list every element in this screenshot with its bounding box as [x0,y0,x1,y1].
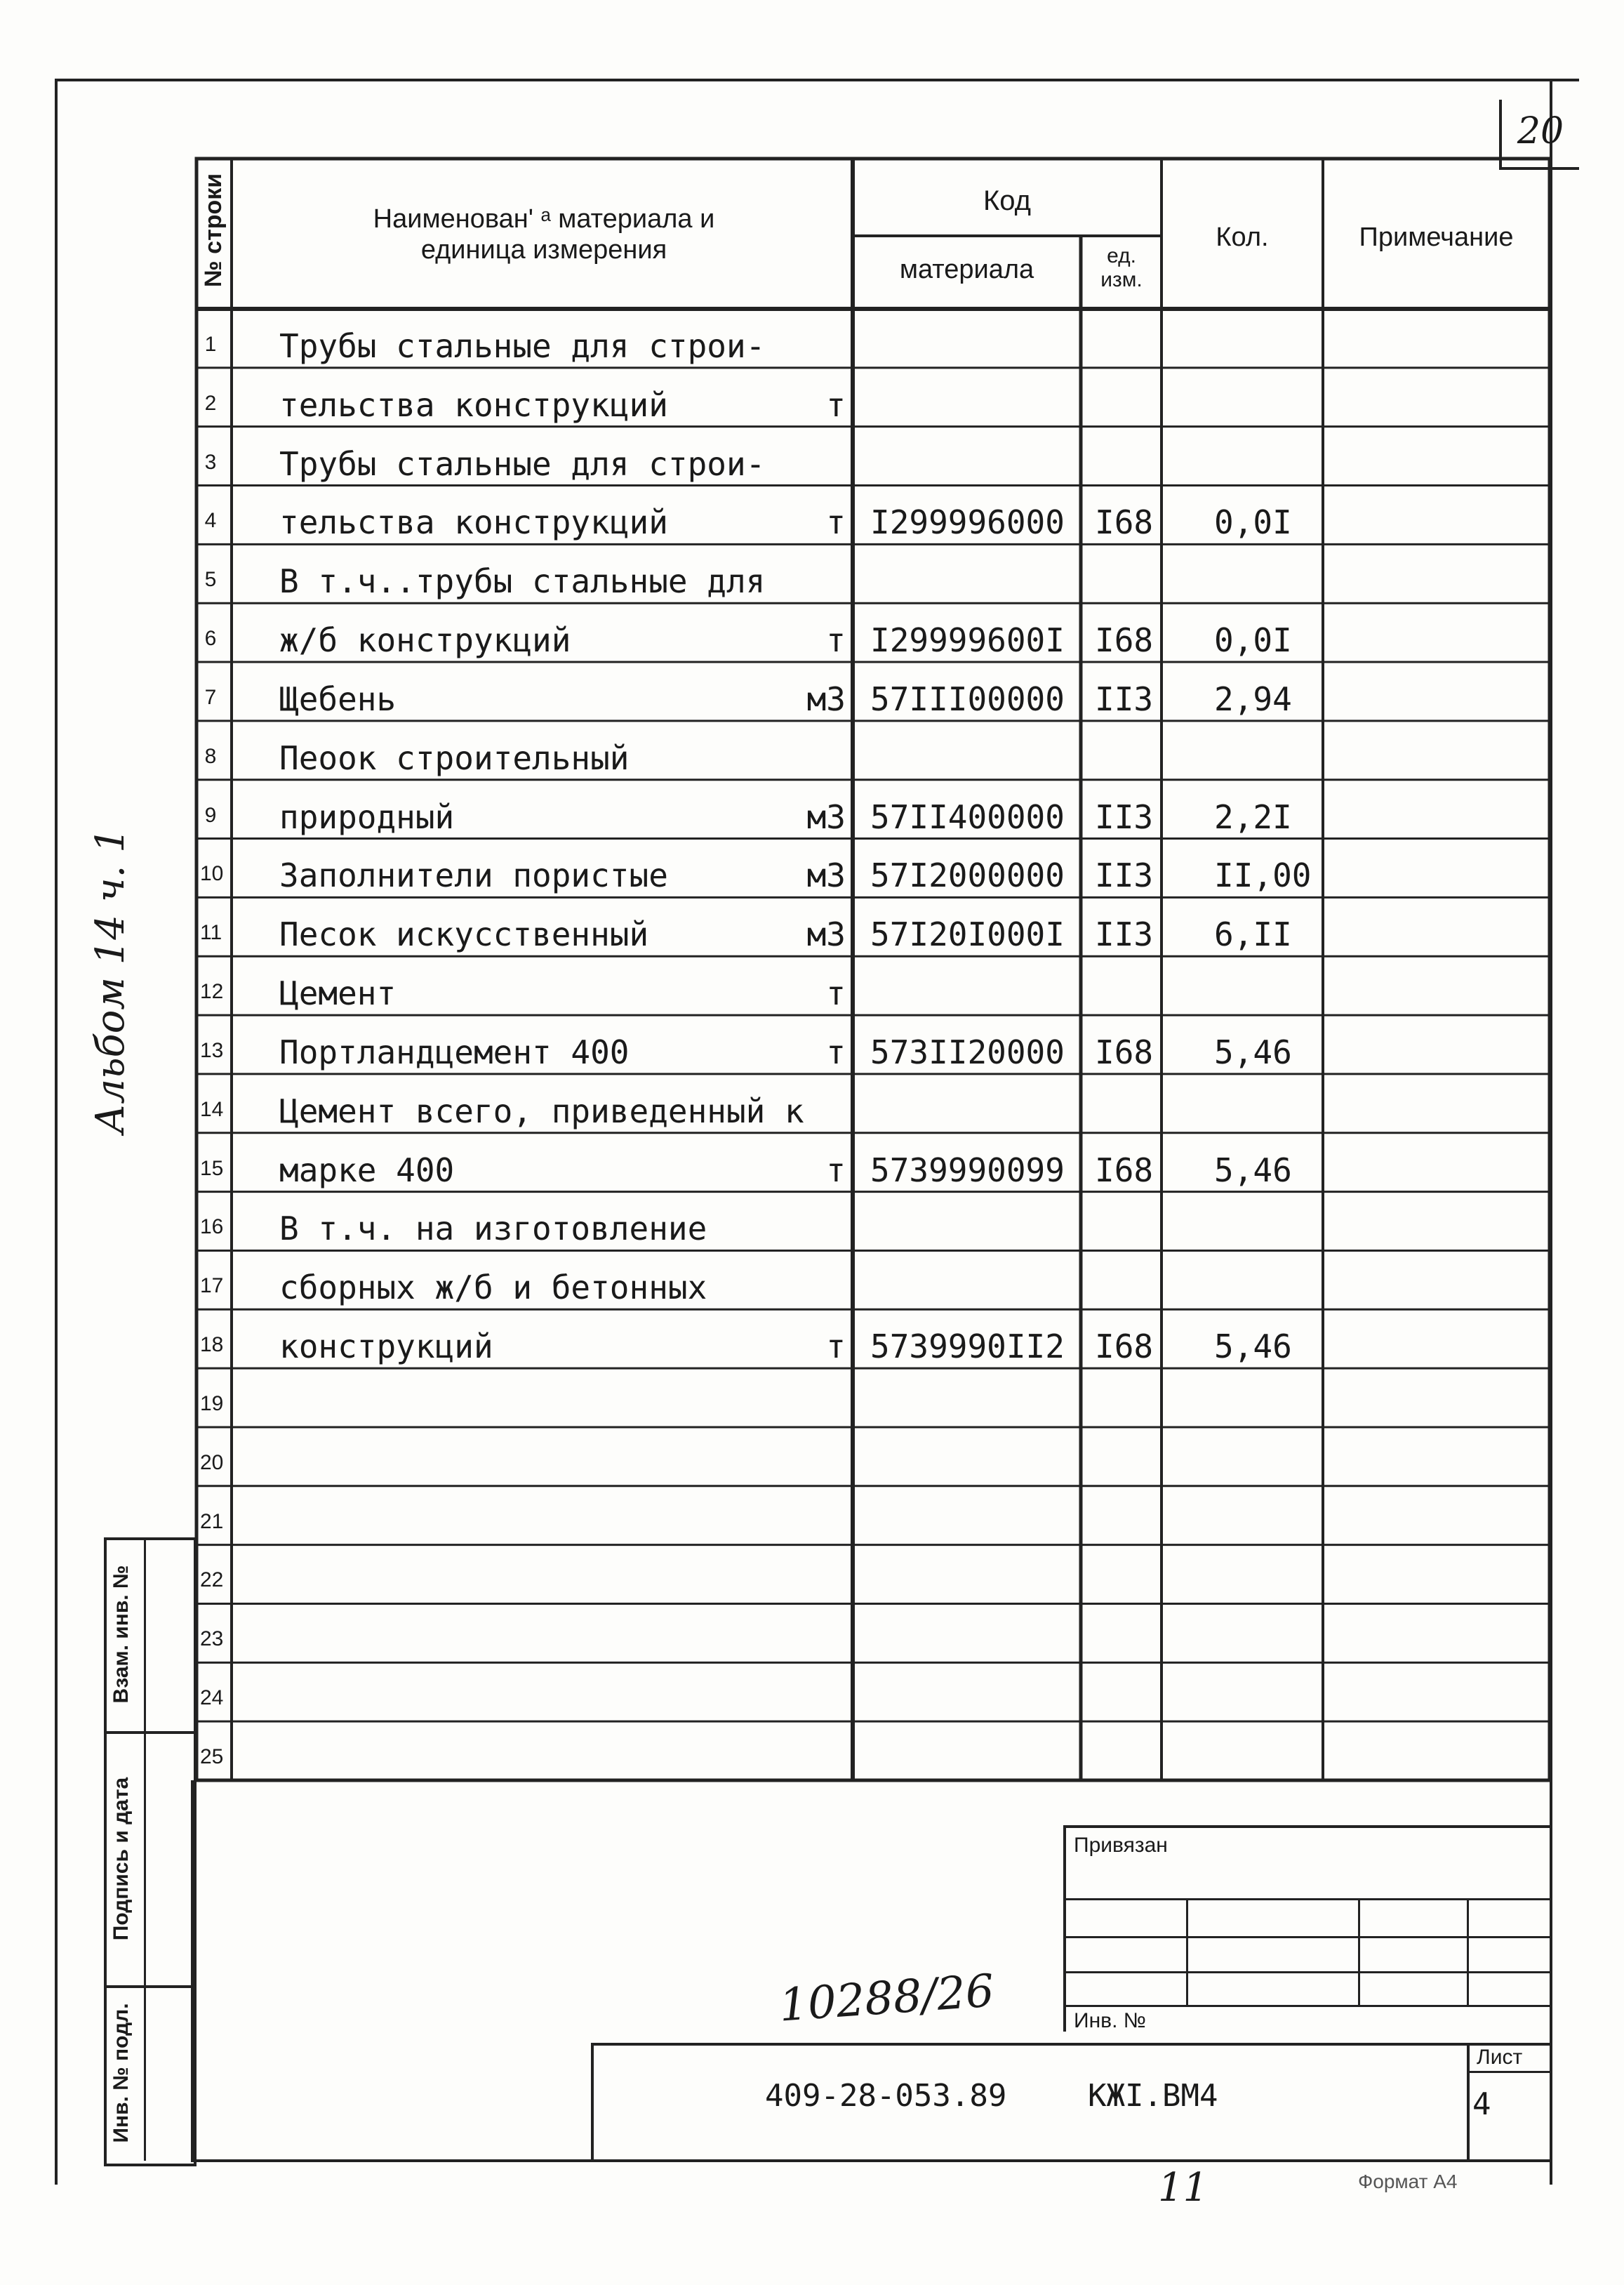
row-number: 16 [200,1215,224,1239]
row-material-code: 5739990099 [870,1151,1065,1189]
header-name-line2: единица измерения [420,235,667,265]
row-unit: м3 [806,797,846,836]
row-number: 5 [204,568,217,592]
row-number: 18 [200,1333,224,1357]
row-name: сборных ж/б и бетонных [279,1269,707,1307]
row-name: конструкций [279,1327,493,1366]
row-material-code: 57I2000000 [870,856,1065,895]
page-number: 20 [1517,110,1564,152]
row-name: В т.ч. на изготовление [279,1210,707,1248]
row-name: Щебень [279,680,397,718]
row-number: 22 [200,1568,224,1592]
header-code: Код [983,185,1031,216]
doc-code: 409-28-053.89 [765,2078,1007,2114]
row-number: 14 [200,1097,224,1121]
row-number: 25 [200,1745,224,1768]
row-unit: т [826,503,846,542]
row-name: Портландцемент 400 [279,1033,630,1071]
row-number: 8 [204,744,217,768]
row-name: Песок искусственный [279,915,649,954]
row-unit: м3 [806,915,846,954]
row-name: Пеоок строительный [279,739,630,777]
row-name: Трубы стальные для строи- [279,326,766,365]
row-name: Цемент [279,974,397,1013]
header-qty: Кол. [1216,223,1269,252]
row-name: марке 400 [279,1151,455,1189]
inv-podl-label: Инв. № подл. [109,2003,133,2143]
row-name: Трубы стальные для строи- [279,444,766,483]
sheet-label: Лист [1477,2046,1523,2069]
header-material: материала [899,255,1034,284]
row-qty: 5,46 [1214,1327,1292,1366]
row-name: тельства конструкций [279,385,668,424]
privyazan-label: Привязан [1074,1834,1168,1857]
title-block [591,2043,1552,2162]
row-material-code: 5739990II2 [870,1327,1065,1366]
row-name: ж/б конструкций [279,621,571,660]
row-qty: 2,2I [1214,797,1292,836]
row-material-code: 57III00000 [870,680,1065,718]
row-name: природный [279,797,455,836]
row-number: 23 [200,1627,224,1651]
row-name: тельства конструкций [279,503,668,542]
row-number: 7 [204,685,217,709]
row-qty: 2,94 [1214,680,1292,718]
vzam-inv-label: Взам. инв. № [109,1565,133,1704]
row-unit-code: II3 [1095,856,1154,895]
row-unit-code: I68 [1095,621,1154,660]
row-number: 19 [200,1391,224,1415]
podpis-label: Подпись и дата [109,1777,133,1941]
row-unit-code: I68 [1095,503,1154,542]
row-unit-code: I68 [1095,1033,1154,1071]
row-unit: т [826,1151,846,1189]
row-number: 3 [204,450,217,474]
row-name: Цемент всего, приведенный к [279,1092,804,1130]
row-material-code: I29999600I [870,621,1065,660]
handwritten-number: 10288/26 [777,1965,996,2032]
header-unit-code: ед. изм. [1100,244,1143,291]
row-unit-code: II3 [1095,797,1154,836]
row-qty: 0,0I [1214,621,1292,660]
row-number: 10 [200,862,224,886]
row-number: 4 [204,509,217,533]
row-unit: т [826,385,846,424]
sheet-number: 4 [1472,2086,1491,2122]
row-material-code: 57I20I000I [870,915,1065,954]
row-number: 9 [204,803,217,827]
row-qty: II,00 [1214,856,1312,895]
doc-mark: КЖI.ВМ4 [1088,2078,1218,2114]
header-name-line1: Наименован' ᵃ материала и [373,204,715,234]
row-number: 20 [200,1450,224,1474]
row-qty: 0,0I [1214,503,1292,542]
row-unit-code: II3 [1095,915,1154,954]
row-material-code: I299996000 [870,503,1065,542]
row-unit: м3 [806,856,846,895]
row-number: 21 [200,1509,224,1533]
row-number: 11 [200,921,222,945]
row-name: В т.ч..трубы стальные для [279,562,766,601]
row-number: 17 [200,1274,224,1298]
row-qty: 6,II [1214,915,1292,954]
bottom-page-number: 11 [1158,2165,1209,2211]
row-material-code: 573II20000 [870,1033,1065,1071]
row-number: 13 [200,1038,224,1062]
row-qty: 5,46 [1214,1151,1292,1189]
format-label: Формат А4 [1358,2171,1458,2192]
row-unit: т [826,1327,846,1366]
row-material-code: 57II400000 [870,797,1065,836]
row-number: 1 [204,332,217,356]
row-number: 24 [200,1686,224,1710]
inv-no-label: Инв. № [1074,2009,1146,2032]
row-number: 2 [204,391,217,415]
row-unit-code: I68 [1095,1151,1154,1189]
row-number: 12 [200,980,224,1004]
row-unit-code: II3 [1095,680,1154,718]
row-unit: т [826,974,846,1013]
header-note: Примечание [1359,223,1514,252]
row-unit: т [826,621,846,660]
row-unit-code: I68 [1095,1327,1154,1366]
row-qty: 5,46 [1214,1033,1292,1071]
header-row-no: № строки [200,173,227,288]
row-number: 6 [204,627,217,651]
row-unit: т [826,1033,846,1071]
header-name [239,204,849,265]
row-unit: м3 [806,680,846,718]
row-number: 15 [200,1156,224,1180]
row-name: Заполнители пористые [279,856,668,895]
album-label: Альбом 14 ч. 1 [88,828,133,1134]
